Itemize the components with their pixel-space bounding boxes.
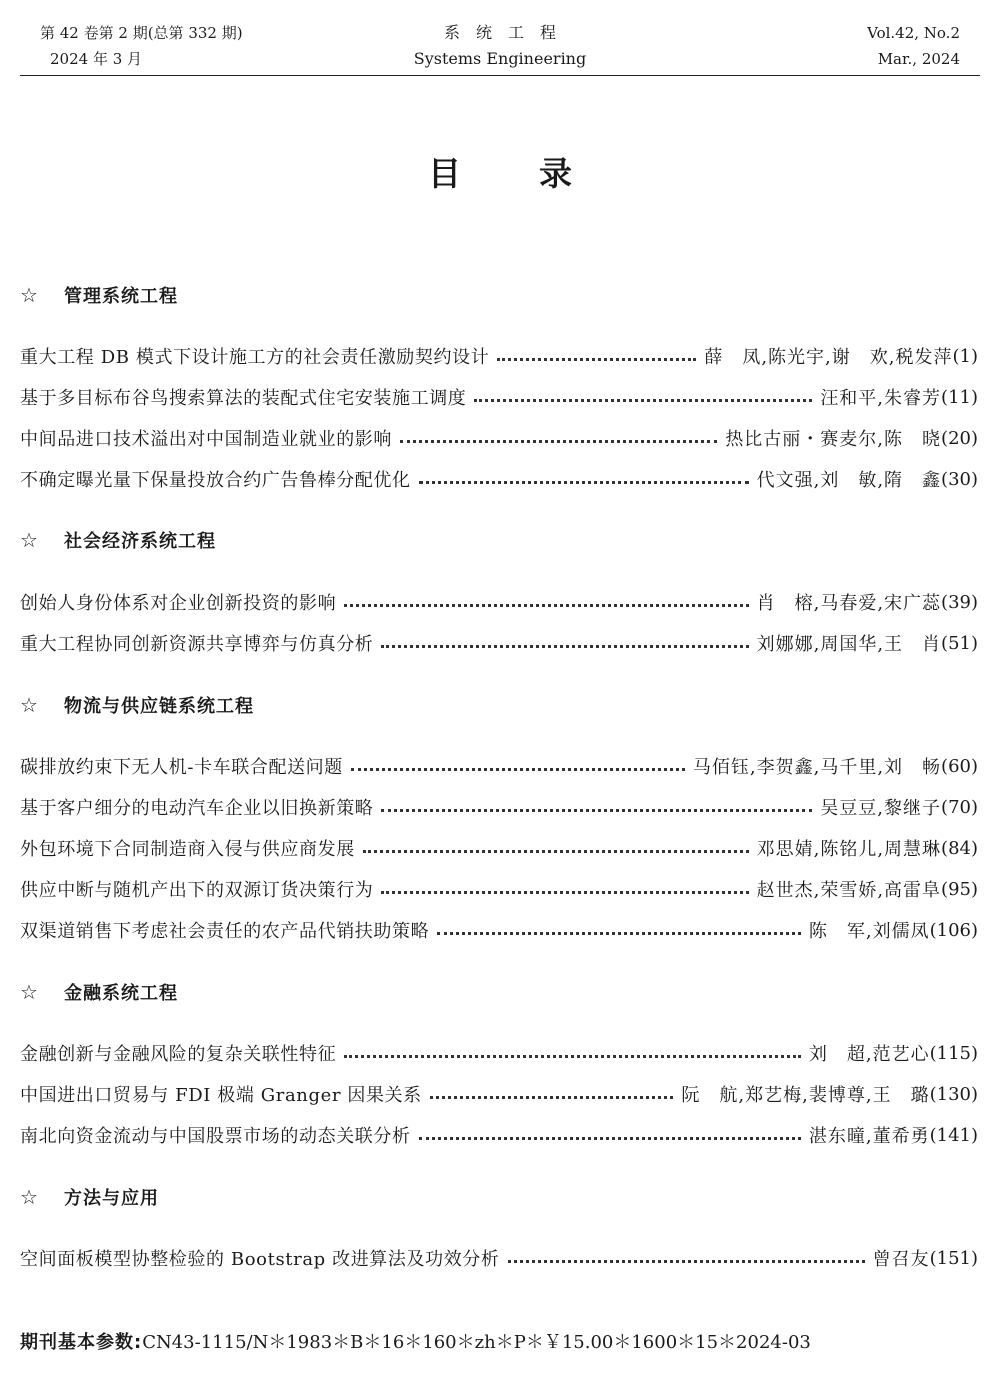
section-heading	[20, 527, 216, 553]
page-number: (130)	[929, 1083, 978, 1105]
star-icon: ☆	[20, 980, 38, 1004]
article-title: 中间品进口技术溢出对中国制造业就业的影响	[20, 429, 392, 450]
dot-leader	[430, 1086, 674, 1099]
dot-leader	[344, 1045, 801, 1058]
toc-entry[interactable]	[20, 792, 978, 822]
article-title: 金融创新与金融风险的复杂关联性特征	[20, 1044, 337, 1065]
article-title: 创始人身份体系对企业创新投资的影响	[20, 593, 337, 614]
toc-entry[interactable]	[20, 874, 978, 904]
toc-entry[interactable]	[20, 915, 978, 945]
toc-entry[interactable]	[20, 423, 978, 453]
toc-entry[interactable]	[20, 382, 978, 412]
dot-leader	[508, 1250, 865, 1263]
article-authors: 刘 超,范艺心	[808, 1044, 930, 1065]
page-number: (39)	[941, 591, 978, 613]
parameters-label: 期刊基本参数:	[20, 1332, 143, 1353]
article-title: 供应中断与随机产出下的双源订货决策行为	[20, 880, 374, 901]
page-number: (115)	[929, 1042, 978, 1064]
dot-leader	[344, 594, 748, 607]
article-title: 不确定曝光量下保量投放合约广告鲁棒分配优化	[20, 470, 411, 491]
page-number: (106)	[929, 919, 978, 941]
dot-leader	[419, 1127, 801, 1140]
page-number: (141)	[929, 1124, 978, 1146]
article-authors: 邓思婧,陈铭儿,周慧琳	[756, 839, 942, 860]
toc-entry[interactable]	[20, 464, 978, 494]
toc-entry[interactable]	[20, 1120, 978, 1150]
page-number: (84)	[941, 837, 978, 859]
section-name: 物流与供应链系统工程	[64, 696, 254, 717]
toc-entry[interactable]	[20, 1243, 978, 1273]
section-name: 金融系统工程	[64, 983, 178, 1004]
section-heading	[20, 282, 178, 308]
journal-parameters	[20, 1328, 811, 1354]
journal-name-en: Systems Engineering	[413, 49, 587, 68]
article-authors: 赵世杰,荣雪娇,高雷阜	[756, 880, 942, 901]
star-icon: ☆	[20, 1185, 38, 1209]
page-number: (30)	[941, 468, 978, 490]
issue-volume: 第 42 卷第 2 期(总第 332 期)	[40, 24, 243, 42]
article-authors: 汪和平,朱睿芳	[820, 388, 942, 409]
article-authors: 代文强,刘 敏,隋 鑫	[756, 470, 942, 491]
issue-date: 2024 年 3 月	[50, 50, 143, 68]
journal-name	[20, 20, 980, 72]
dot-leader	[437, 922, 801, 935]
dot-leader	[400, 430, 717, 443]
page-header	[20, 14, 980, 76]
section-heading	[20, 692, 254, 718]
issue-info-en	[867, 20, 960, 72]
parameters-value: CN43-1115/N＊1983＊B＊16＊160＊zh＊P＊￥15.00＊1600＊15＊2024-03	[142, 1332, 811, 1353]
page-number: (51)	[941, 632, 978, 654]
section-heading	[20, 979, 178, 1005]
toc-entry[interactable]	[20, 1079, 978, 1109]
dot-leader	[381, 881, 748, 894]
dot-leader	[419, 471, 749, 484]
article-authors: 阮 航,郑艺梅,裴博尊,王 璐	[681, 1085, 930, 1106]
header-divider	[20, 75, 980, 76]
toc-entry[interactable]	[20, 1038, 978, 1068]
star-icon: ☆	[20, 693, 38, 717]
dot-leader	[497, 348, 696, 361]
article-authors: 曾召友	[872, 1249, 930, 1270]
section-name: 方法与应用	[64, 1188, 159, 1209]
star-icon: ☆	[20, 283, 38, 307]
article-authors: 热比古丽・赛麦尔,陈 晓	[725, 429, 942, 450]
toc-entry[interactable]	[20, 751, 978, 781]
article-title: 外包环境下合同制造商入侵与供应商发展	[20, 839, 355, 860]
page-number: (1)	[952, 345, 978, 367]
dot-leader	[474, 389, 812, 402]
dot-leader	[363, 840, 749, 853]
date-en: Mar., 2024	[877, 50, 960, 68]
article-authors: 马佰钰,李贺鑫,马千里,刘 畅	[692, 757, 942, 778]
journal-name-cn: 系统工程	[443, 23, 572, 42]
toc-entry[interactable]	[20, 587, 978, 617]
star-icon: ☆	[20, 528, 38, 552]
page-number: (60)	[941, 755, 978, 777]
dot-leader	[351, 758, 685, 771]
article-title: 碳排放约束下无人机-卡车联合配送问题	[20, 757, 343, 778]
dot-leader	[381, 635, 748, 648]
article-title: 双渠道销售下考虑社会责任的农产品代销扶助策略	[20, 921, 430, 942]
article-authors: 薛 凤,陈光宇,谢 欢,税发萍	[704, 347, 953, 368]
page-number: (95)	[941, 878, 978, 900]
article-title: 基于客户细分的电动汽车企业以旧换新策略	[20, 798, 374, 819]
article-title: 重大工程协同创新资源共享博弈与仿真分析	[20, 634, 374, 655]
article-title: 南北向资金流动与中国股票市场的动态关联分析	[20, 1126, 411, 1147]
section-name: 管理系统工程	[64, 286, 178, 307]
dot-leader	[381, 799, 812, 812]
section-name: 社会经济系统工程	[64, 531, 216, 552]
article-title: 中国进出口贸易与 FDI 极端 Granger 因果关系	[20, 1085, 422, 1106]
page-number: (20)	[941, 427, 978, 449]
article-authors: 刘娜娜,周国华,王 肖	[756, 634, 942, 655]
article-authors: 陈 军,刘儒凤	[808, 921, 930, 942]
article-authors: 吴豆豆,黎继子	[820, 798, 942, 819]
section-heading	[20, 1184, 159, 1210]
article-title: 空间面板模型协整检验的 Bootstrap 改进算法及功效分析	[20, 1249, 500, 1270]
article-title: 基于多目标布谷鸟搜索算法的装配式住宅安装施工调度	[20, 388, 467, 409]
volume-en: Vol.42, No.2	[867, 24, 960, 42]
article-title: 重大工程 DB 模式下设计施工方的社会责任激励契约设计	[20, 347, 490, 368]
toc-entry[interactable]	[20, 833, 978, 863]
toc-entry[interactable]	[20, 628, 978, 658]
page-number: (70)	[941, 796, 978, 818]
page-number: (151)	[929, 1247, 978, 1269]
toc-entry[interactable]	[20, 341, 978, 371]
page-number: (11)	[941, 386, 978, 408]
article-authors: 湛东曈,董希勇	[808, 1126, 930, 1147]
page-title: 目录	[428, 154, 650, 193]
article-authors: 肖 榕,马春爱,宋广蕊	[756, 593, 942, 614]
